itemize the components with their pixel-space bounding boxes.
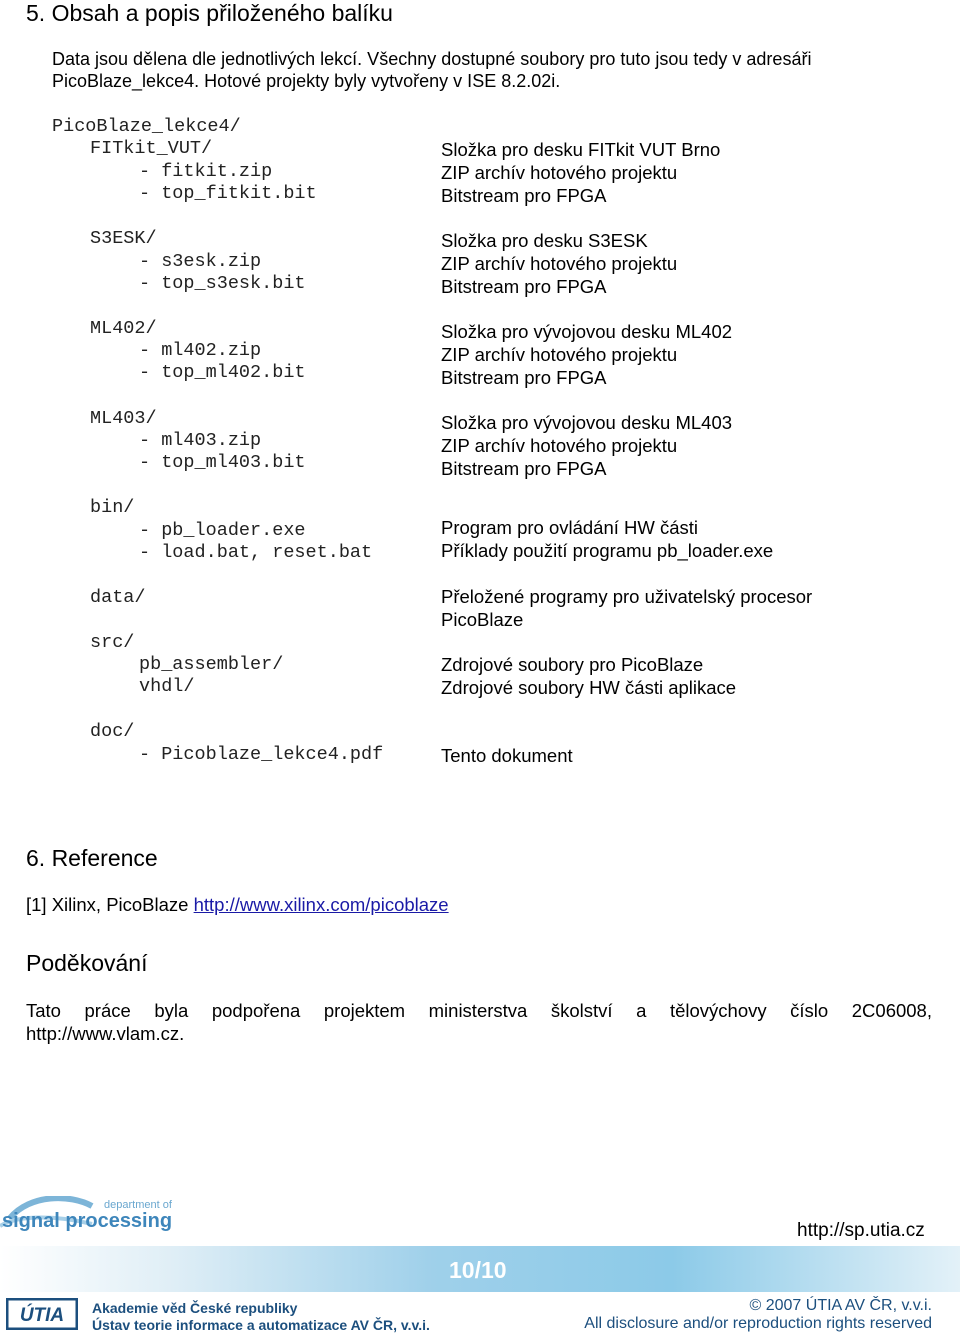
department-logo (0, 1196, 205, 1238)
description: Bitstream pro FPGA (441, 367, 607, 388)
description: Tento dokument (441, 745, 573, 766)
acknowledgement-title: Poděkování (26, 950, 148, 976)
tree-file: - top_fitkit.bit (139, 183, 317, 204)
description: ZIP archív hotového projektu (441, 344, 678, 365)
description: ZIP archív hotového projektu (441, 253, 678, 274)
reference-item (26, 894, 449, 916)
description: ZIP archív hotového projektu (441, 435, 678, 456)
tree-file: - top_ml403.bit (139, 452, 306, 473)
section-5-title: 5. Obsah a popis přiloženého balíku (26, 0, 393, 26)
logo-text-large: signal processing (2, 1210, 173, 1232)
utia-logo-text: ÚTIA (19, 1305, 65, 1326)
tree-folder: bin/ (90, 497, 135, 518)
acknowledgement-line-2: http://www.vlam.cz. (26, 1023, 185, 1044)
tree-folder: src/ (90, 632, 135, 653)
description: Program pro ovládání HW části (441, 517, 699, 538)
tree-file: - top_ml402.bit (139, 362, 306, 383)
tree-subfolder: pb_assembler/ (139, 654, 284, 675)
tree-file: - Picoblaze_lekce4.pdf (139, 744, 384, 765)
site-url[interactable]: http://sp.utia.cz (797, 1220, 925, 1241)
description: Složka pro vývojovou desku ML403 (441, 412, 733, 433)
copyright: © 2007 ÚTIA AV ČR, v.v.i. (749, 1297, 932, 1314)
tree-file: - ml403.zip (139, 430, 262, 451)
logo-text-small: department of (104, 1199, 172, 1211)
tree-subfolder: vhdl/ (139, 676, 195, 697)
tree-file: - top_s3esk.bit (139, 273, 306, 294)
description: Zdrojové soubory pro PicoBlaze (441, 654, 704, 675)
tree-folder: FITkit_VUT/ (90, 138, 213, 159)
tree-file: - fitkit.zip (139, 161, 273, 182)
section-6-title: 6. Reference (26, 845, 158, 871)
description: PicoBlaze (441, 609, 524, 630)
description: Složka pro desku FITkit VUT Brno (441, 139, 721, 160)
tree-file: - pb_loader.exe (139, 520, 306, 541)
description: Bitstream pro FPGA (441, 185, 607, 206)
description: Zdrojové soubory HW části aplikace (441, 677, 737, 698)
tree-root: PicoBlaze_lekce4/ (52, 116, 241, 137)
description: Složka pro vývojovou desku ML402 (441, 321, 733, 342)
description: Příklady použití programu pb_loader.exe (441, 540, 774, 561)
rights-notice: All disclosure and/or reproduction rights reserved (584, 1315, 932, 1332)
tree-file: - ml402.zip (139, 340, 262, 361)
tree-file: - s3esk.zip (139, 251, 262, 272)
description: ZIP archív hotového projektu (441, 162, 678, 183)
description: Bitstream pro FPGA (441, 458, 607, 479)
tree-folder: S3ESK/ (90, 228, 157, 249)
academy-line-2: Ústav teorie informace a automatizace AV ČR, v.v.i. (92, 1317, 430, 1333)
page-number: 10/10 (449, 1257, 507, 1283)
tree-folder: data/ (90, 587, 146, 608)
description: Přeložené programy pro uživatelský procesor (441, 586, 813, 607)
tree-folder: doc/ (90, 721, 135, 742)
reference-link[interactable]: http://www.xilinx.com/picoblaze (193, 894, 449, 915)
acknowledgement-line-1: Tato práce byla podpořena projektem ministerstva školství a tělovýchovy číslo 2C06008, (26, 1000, 932, 1021)
tree-folder: ML403/ (90, 408, 157, 429)
intro-line-2: PicoBlaze_lekce4. Hotové projekty byly vytvořeny v ISE 8.2.02i. (52, 71, 561, 91)
academy-line-1: Akademie věd České republiky (92, 1300, 298, 1316)
reference-text: [1] Xilinx, PicoBlaze (26, 894, 194, 915)
description: Bitstream pro FPGA (441, 276, 607, 297)
tree-file: - load.bat, reset.bat (139, 542, 373, 563)
utia-logo (6, 1298, 78, 1330)
description: Složka pro desku S3ESK (441, 230, 648, 251)
tree-folder: ML402/ (90, 318, 157, 339)
intro-line-1: Data jsou dělena dle jednotlivých lekcí. Všechny dostupné soubory pro tuto jsou tedy v adresáři (52, 49, 812, 69)
